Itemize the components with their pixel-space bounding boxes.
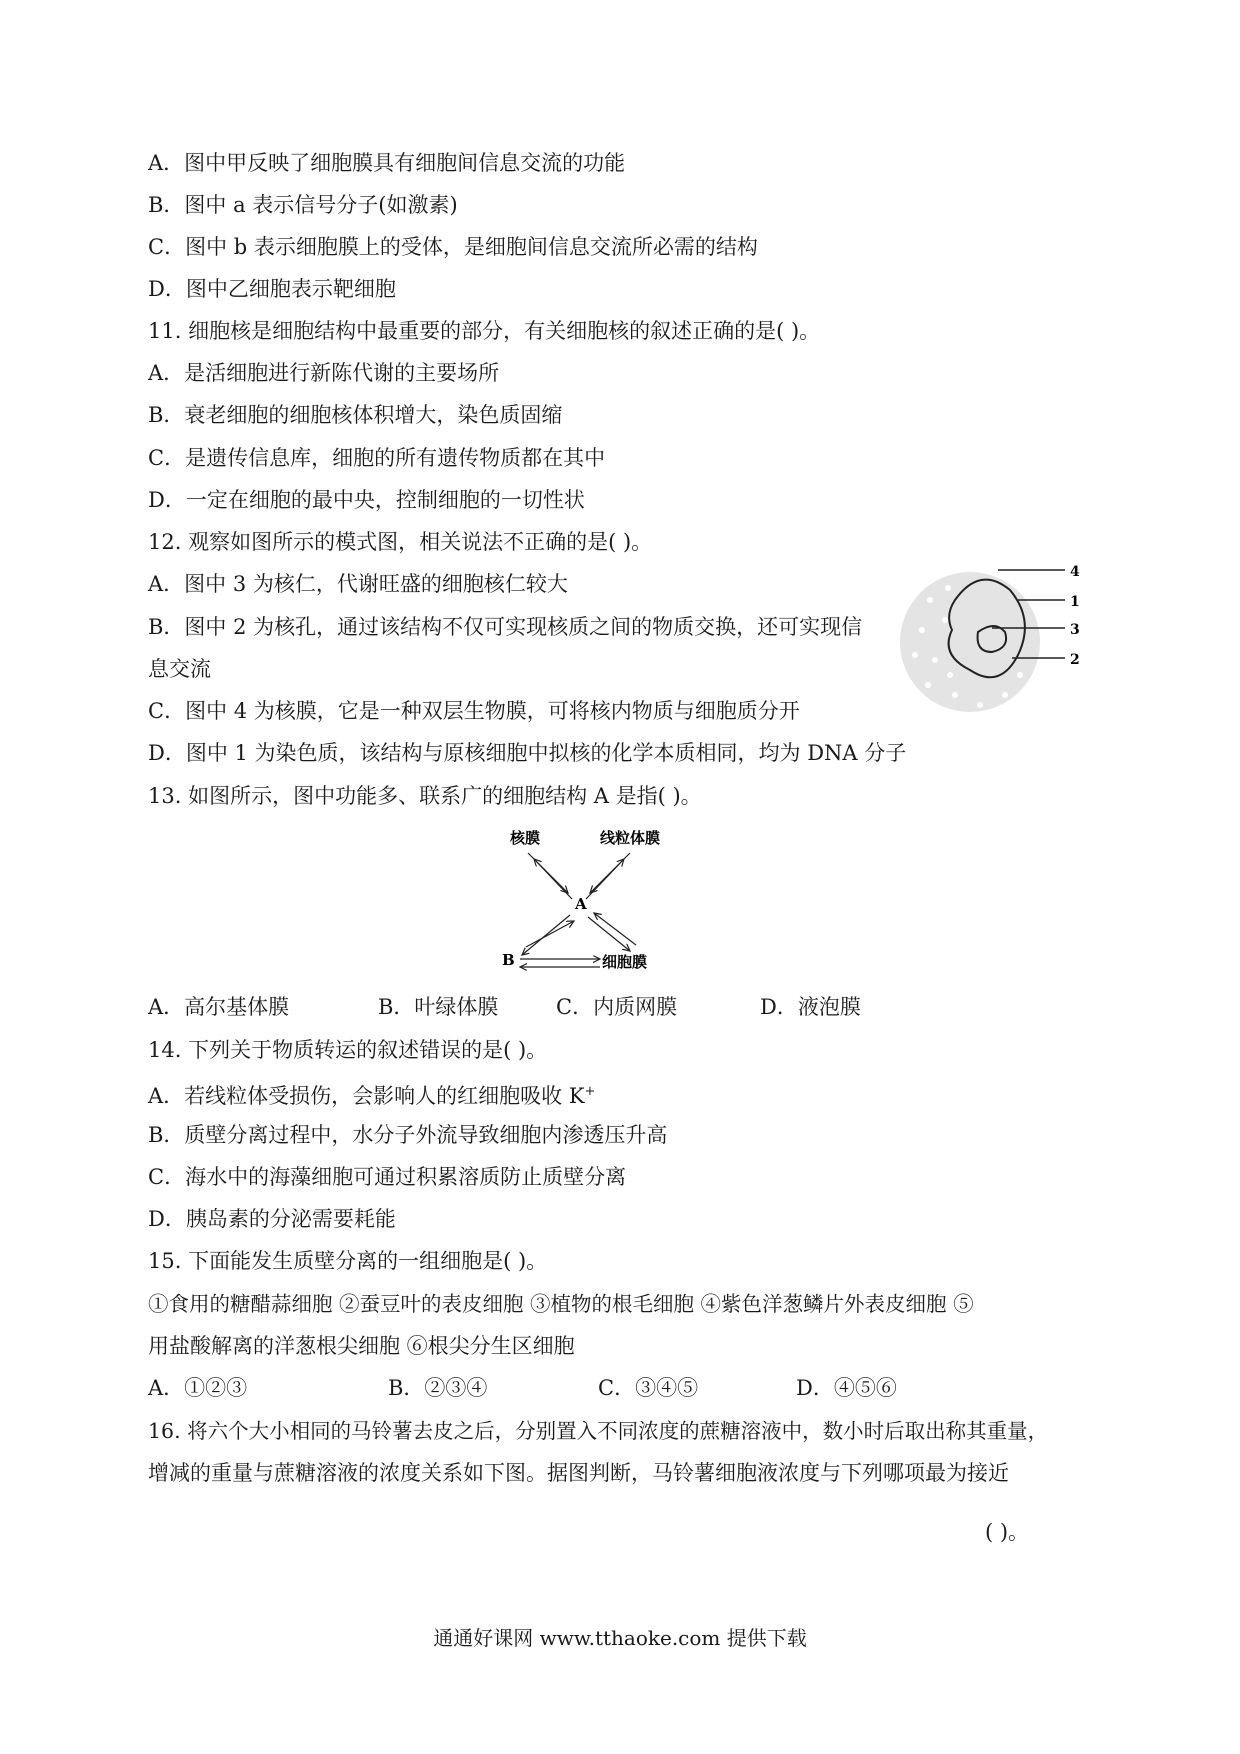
- q12-option-c: C．图中 4 为核膜，它是一种双层生物膜，可将核内物质与细胞质分开: [148, 699, 800, 723]
- label-a: A: [575, 895, 587, 913]
- q14-option-c: C．海水中的海藻细胞可通过积累溶质防止质壁分离: [148, 1165, 627, 1189]
- q15-items-line1: ①食用的糖醋蒜细胞 ②蚕豆叶的表皮细胞 ③植物的根毛细胞 ④紫色洋葱鳞片外表皮细胞 ⑤: [148, 1292, 974, 1316]
- q15-items-line2: 用盐酸解离的洋葱根尖细胞 ⑥根尖分生区细胞: [148, 1334, 575, 1358]
- q14-option-d: D．胰岛素的分泌需要耗能: [148, 1207, 396, 1231]
- label-4: 4: [1070, 564, 1080, 580]
- page-footer: 通通好课网 www.tthaoke.com 提供下载: [433, 1626, 807, 1650]
- q11-option-d: D．一定在细胞的最中央，控制细胞的一切性状: [148, 488, 585, 512]
- q12-option-b: B．图中 2 为核孔，通过该结构不仅可实现核质之间的物质交换，还可实现信: [148, 615, 863, 639]
- q13-option-d: D．液泡膜: [760, 995, 861, 1019]
- q14-stem: 14. 下列关于物质转运的叙述错误的是( )。: [148, 1038, 548, 1062]
- label-nuclear-membrane: 核膜: [510, 829, 541, 847]
- q14-option-a-sup: +: [584, 1084, 596, 1099]
- q11-option-a: A．是活细胞进行新陈代谢的主要场所: [148, 361, 500, 385]
- q10-option-c: C．图中 b 表示细胞膜上的受体，是细胞间信息交流所必需的结构: [148, 235, 758, 259]
- figure-dotted-background: [900, 572, 1040, 712]
- nucleus-figure: [900, 560, 1090, 725]
- q10-option-a: A．图中甲反映了细胞膜具有细胞间信息交流的功能: [148, 151, 626, 175]
- q10-option-d: D．图中乙细胞表示靶细胞: [148, 277, 396, 301]
- label-mitochondrial-membrane: 线粒体膜: [600, 829, 661, 847]
- label-cell-membrane: 细胞膜: [602, 953, 648, 971]
- q14-option-a-text: A．若线粒体受损伤，会影响人的红细胞吸收 K: [148, 1084, 585, 1108]
- q12-option-a: A．图中 3 为核仁，代谢旺盛的细胞核仁较大: [148, 572, 568, 596]
- q16-line1: 16. 将六个大小相同的马铃薯去皮之后，分别置入不同浓度的蔗糖溶液中，数小时后取出称其重量，: [148, 1419, 1049, 1443]
- q12-stem: 12. 观察如图所示的模式图，相关说法不正确的是( )。: [148, 530, 653, 554]
- q13-option-a: A．高尔基体膜: [148, 995, 290, 1019]
- q16-line2: 增减的重量与蔗糖溶液的浓度关系如下图。据图判断，马铃薯细胞液浓度与下列哪项最为接近: [148, 1461, 1009, 1485]
- q15-option-b: B．②③④: [388, 1376, 488, 1400]
- q16-answer-blank: ( )。: [985, 1520, 1030, 1544]
- label-1: 1: [1070, 594, 1080, 610]
- q11-option-b: B．衰老细胞的细胞核体积增大，染色质固缩: [148, 403, 563, 427]
- q13-option-c: C．内质网膜: [556, 995, 678, 1019]
- q11-option-c: C．是遗传信息库，细胞的所有遗传物质都在其中: [148, 446, 606, 470]
- q15-options: [148, 1373, 1048, 1403]
- q12-option-b-cont: 息交流: [148, 657, 211, 681]
- label-3: 3: [1070, 622, 1080, 638]
- q15-option-c: C．③④⑤: [598, 1376, 699, 1400]
- q14-option-b: B．质壁分离过程中，水分子外流导致细胞内渗透压升高: [148, 1123, 668, 1147]
- q13-options: [148, 992, 1048, 1022]
- q15-stem: 15. 下面能发生质壁分离的一组细胞是( )。: [148, 1249, 548, 1273]
- q13-stem: 13. 如图所示，图中功能多、联系广的细胞结构 A 是指( )。: [148, 784, 702, 808]
- q11-stem: 11. 细胞核是细胞结构中最重要的部分，有关细胞核的叙述正确的是( )。: [148, 319, 821, 343]
- label-2: 2: [1070, 652, 1080, 668]
- q14-option-a: [148, 1077, 595, 1111]
- q15-option-a: A．①②③: [148, 1376, 248, 1400]
- q10-option-b: B．图中 a 表示信号分子(如激素): [148, 193, 458, 217]
- q15-option-d: D．④⑤⑥: [796, 1376, 897, 1400]
- q12-option-d: D．图中 1 为染色质，该结构与原核细胞中拟核的化学本质相同，均为 DNA 分子: [148, 741, 907, 765]
- label-b: B: [502, 951, 515, 969]
- membrane-relation-diagram: [490, 825, 680, 975]
- q13-option-b: B．叶绿体膜: [378, 995, 499, 1019]
